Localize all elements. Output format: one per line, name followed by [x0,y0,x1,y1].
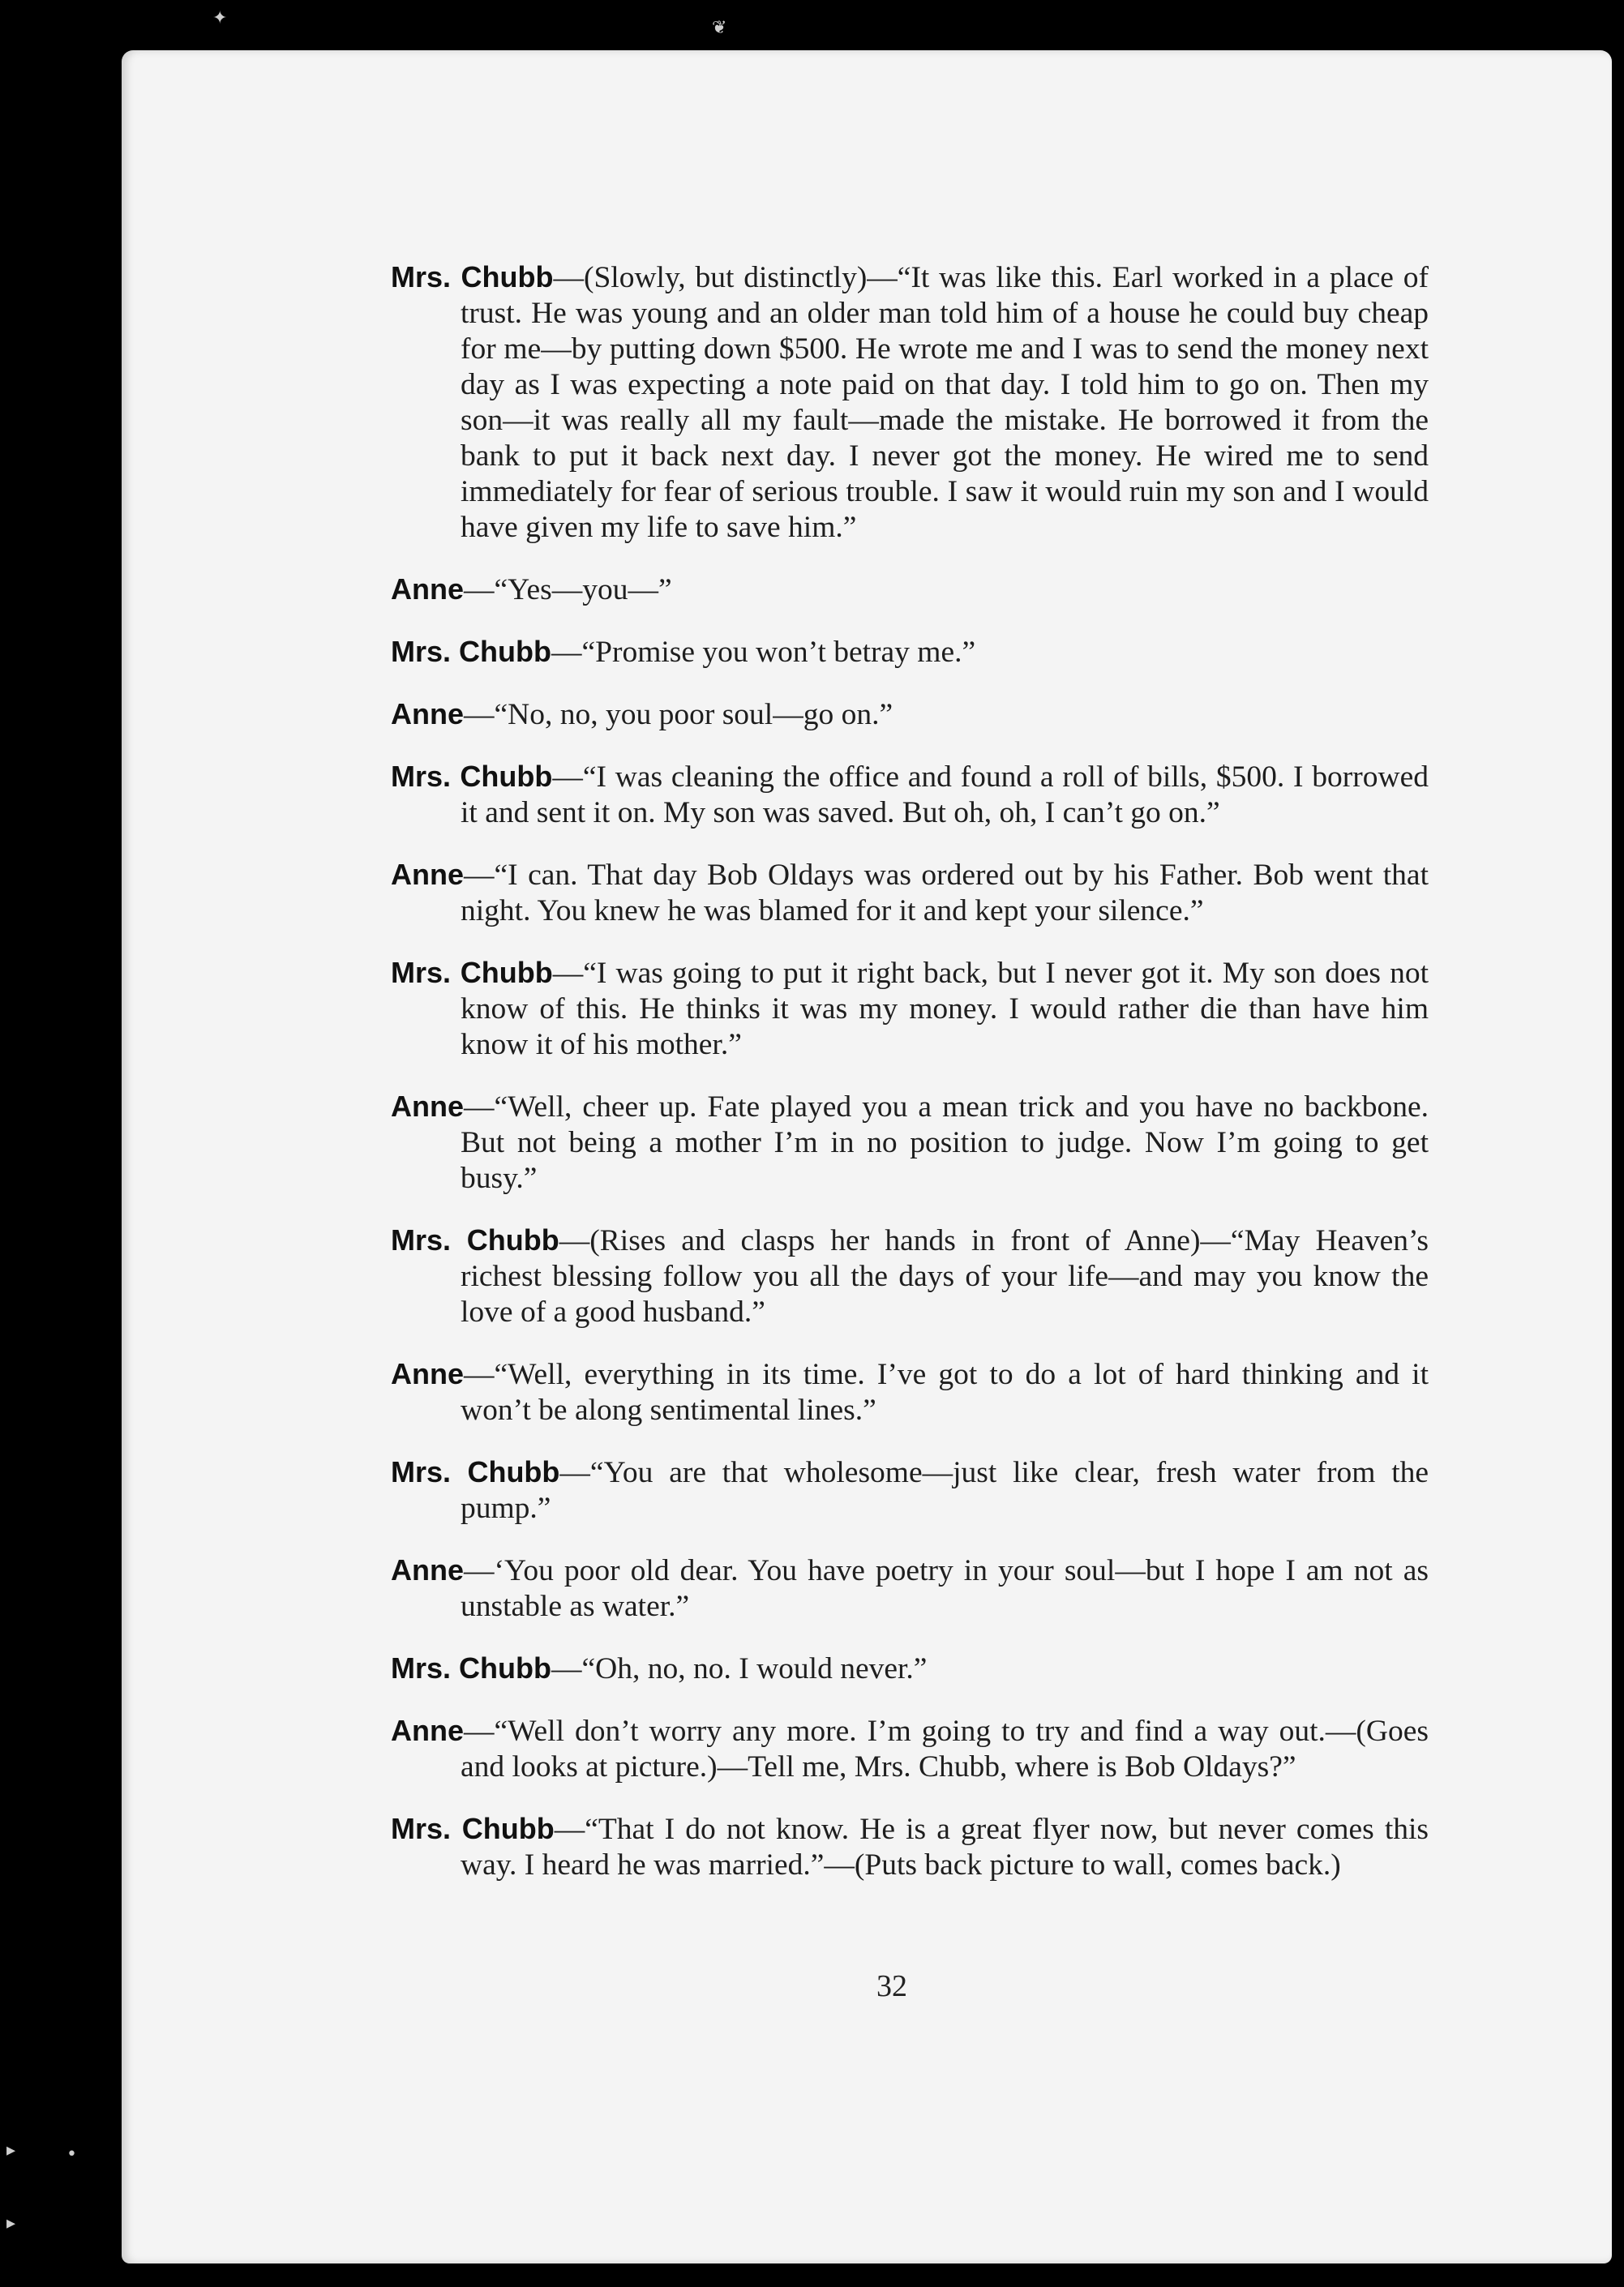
line-text: —‘You poor old dear. You have poetry in your soul—but I hope I am not as unstable as water.” [461,1554,1429,1623]
line-text: —“Well don’t worry any more. I’m going to try and find a way out.—(Goes and looks at picture.)—Tell me, Mrs. Chubb, where is Bob Oldays?” [461,1715,1429,1784]
dialogue-line [391,1553,1429,1625]
dialogue-line [391,1223,1429,1330]
scan-speck: • [66,2144,77,2165]
speaker-name: Mrs. Chubb [391,635,551,668]
line-text: —(Slowly, but distinctly)—“It was like this. Earl worked in a place of trust. He was young and an older man told him of a house he could buy cheap for me—by putting down $500. He wrote me and I was to send the money next day as I was expecting a note paid on that day. I told him to go on. Then my son—it was really all my fault—made the mistake. He borrowed it from the bank to put it back next day. I never got the money. He wired me to send immediately for fear of serious trouble. I saw it would ruin my son and I would have given my life to save him.” [461,261,1429,544]
line-text: —“No, no, you poor soul—go on.” [464,698,893,731]
dialogue-line [391,1811,1429,1883]
speaker-name: Anne [391,1090,464,1123]
dialogue-line [391,696,1429,733]
speaker-name: Anne [391,1714,464,1747]
speaker-name: Mrs. Chubb [391,956,553,989]
line-text: —“Yes—you—” [464,573,672,606]
speaker-name: Anne [391,858,464,891]
scan-speck: ▸ [6,2140,16,2161]
dialogue-line [391,1651,1429,1687]
line-text: —(Rises and clasps her hands in front of Anne)—“May Heaven’s richest blessing follow you all the days of your life—and may you know the love of a good husband.” [461,1224,1429,1329]
line-text: —“Promise you won’t betray me.” [551,636,976,669]
dialogue-line [391,955,1429,1063]
dialogue-line [391,1089,1429,1197]
speaker-name: Mrs. Chubb [391,1812,555,1845]
dialogue-line [391,259,1429,546]
page-number: 32 [876,1969,907,2003]
line-text: —“I was cleaning the office and found a roll of bills, $500. I borrowed it and sent it on. My son was saved. But oh, oh, I can’t go on.” [461,760,1429,829]
speaker-name: Anne [391,697,464,730]
dialogue-line [391,759,1429,831]
line-text: —“Well, cheer up. Fate played you a mean trick and you have no backbone. But not being a mother I’m in no position to judge. Now I’m going to get busy.” [461,1090,1429,1195]
dialogue-line [391,1356,1429,1428]
dialogue-line [391,857,1429,929]
speaker-name: Mrs. Chubb [391,260,554,293]
scan-speck: ▸ [6,2213,16,2233]
dialogue-line [391,572,1429,608]
speaker-name: Mrs. Chubb [391,1455,560,1488]
speaker-name: Mrs. Chubb [391,1223,559,1257]
speaker-name: Anne [391,1357,464,1390]
dialogue-text [391,259,1429,1909]
line-text: —“I can. That day Bob Oldays was ordered out by his Father. Bob went that night. You knew he was blamed for it and kept your silence.” [461,859,1429,927]
dialogue-line [391,1713,1429,1785]
line-text: —“I was going to put it right back, but I never got it. My son does not know of this. He thinks it was my money. I would rather die than have him know it of his mother.” [461,957,1429,1061]
scan-speck: ✦ [212,8,228,28]
speaker-name: Anne [391,1553,464,1587]
line-text: —“That I do not know. He is a great flyer now, but never comes this way. I heard he was married.”—(Puts back picture to wall, comes back.) [461,1813,1429,1882]
line-text: —“You are that wholesome—just like clear, fresh water from the pump.” [461,1456,1429,1525]
speaker-name: Anne [391,572,464,606]
speaker-name: Mrs. Chubb [391,760,553,793]
scan-speck: ❦ [712,18,727,38]
dialogue-line [391,634,1429,670]
speaker-name: Mrs. Chubb [391,1651,551,1685]
line-text: —“Well, everything in its time. I’ve got to do a lot of hard thinking and it won’t be along sentimental lines.” [461,1358,1429,1427]
line-text: —“Oh, no, no. I would never.” [551,1652,928,1685]
dialogue-line [391,1454,1429,1527]
